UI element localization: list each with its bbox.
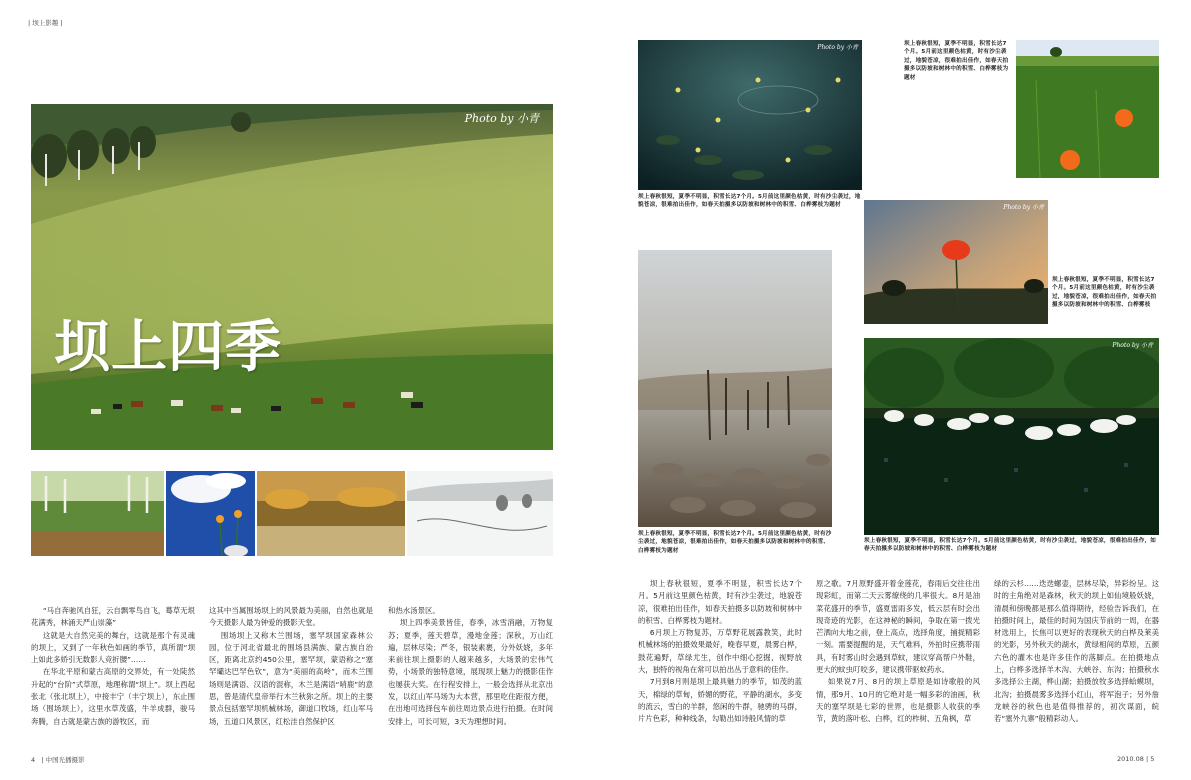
left-body-col-3 — [388, 605, 553, 728]
left-footer — [31, 755, 85, 764]
lotus-watermark: Photo by 小青 — [817, 44, 858, 51]
paragraph: 这其中当属围场坝上的风景最为美丽，自然也就是今天摄影人最为钟爱的摄影天堂。 — [209, 606, 373, 628]
thumb-birch-meadow-photo — [31, 471, 164, 556]
red-flower-watermark: Photo by 小青 — [1003, 204, 1044, 211]
page-title: 坝上四季 — [54, 315, 282, 380]
sheep-mist-photo — [638, 250, 832, 527]
paragraph: 和热水汤景区。 — [388, 606, 440, 615]
paragraph: 如果说7月、8月的坝上草原是如诗歌般的风情，那9月、10月的它绝对是一幅多彩的油画，秋天的塞罕坝是七彩的世界，也是摄影人收获的季节，黄的落叶松、白桦，红的柞树、五角枫，草 — [816, 677, 980, 724]
orange-flowers-photo — [1016, 40, 1159, 178]
magazine-name: | 中国光播摄影 — [41, 756, 85, 764]
ducks-pond-photo — [864, 338, 1159, 535]
page-number: 4 — [31, 756, 36, 764]
thumb-autumn-forest-photo — [257, 471, 405, 556]
hero-grassland-photo — [31, 104, 553, 450]
section-tag: | 坝上影趣 | — [28, 19, 63, 27]
paragraph: 原之歌。7月原野盛开着金莲花，春雨后交往往出现彩虹，而第二天云雾缭绕的几率很大。8月是油菜花盛开的季节，盛夏雷雨多发，低云层有时会出现奇迹的光影，在这神秘的瞬间，争取在第一拨光芒洒向大地之前，登上高点，选择角度，捕捉精彩一刻。需要提醒的是，天气难料，外拍时应携带雨具，有时雾山时会遇到草蚊，建议穿高帮户外鞋，更大的蚊虫叮咬多，建议携带驱蚊药水。 — [816, 579, 980, 675]
paragraph: 7月到8月则是坝上最具魅力的季节，如茂的蓝天，棉绿的草甸，娇媚的野花，平静的湖水，多变的流云，雪白的羊群，悠闲的牛群，驰骋的马群，片片色彩，种种线条，勾勒出如诗般风情的草 — [638, 677, 802, 724]
page-number: | 5 — [1145, 755, 1155, 763]
paragraph: “马自奔驰风自狂，云自飘零鸟自飞，蓦草无垠花满秀，林涌天严山崇藻” — [31, 606, 195, 628]
paragraph: 6月坝上万物复苏，万草野花展露教笑，此时机械林场的拍摄效果最好，晚春早夏，晨雾白桦，鼓花遍野，草绿尤生，创作中细心挖掘，视野放大，独特的视角在常可以拍出丛于意料的佳作。 — [638, 628, 802, 675]
paragraph: 这就是大自然完美的舞台，这就是那个有灵魂的坝上，又到了一年秋色如画的季节，真所谓“坝上如此多娇引无数影人竞折腰”…… — [31, 630, 195, 665]
paragraph: 坝上春秋很短，夏季不明显，积雪长达7个月。5月前这里颜色枯黄，时有沙尘袭过，地貌苍凉，很难拍出佳作，如春天拍摄多以防坡和树林中的积雪、白桦雾枝为题材。 — [638, 579, 802, 625]
paragraph: 围场坝上又称木兰围场，塞罕坝国家森林公园，位于河北省最北的围场县满族、蒙古族自治区，距离北京约450公里，塞罕坝，蒙语称之“塞罕壩达巴罕色钦”，意为“美丽的高岭”，而木兰围场则是满语、汉语的混称，木兰是满语“哨鹿”的意思，曾是清代皇帝举行木兰秋狝之所。坝上的主要景点包括塞罕坝机械林场，御道口牧场，红山军马场，五道口风景区，红松洼自然保护区 — [209, 630, 373, 726]
paragraph: 在华北平原和蒙古高原的交界处，有一处陡然升起的“台阶”式草原，地理称谓“坝上”。坝上西起张北（张北坝上），中接丰宁（丰宁坝上），东止围场（围场坝上），这里水草茂盛，牛羊成群，骏马奔腾，自古就是蒙古族的游牧区，而 — [31, 667, 195, 726]
left-body-col-2 — [209, 605, 373, 728]
paragraph: 绿的云杉……迭迭螺壶，层林尽染，异彩纷呈。这时的主角绝对是森林，秋天的坝上如仙境般妖娆，清晨和傍晚都是那么值得期待，经验告诉我们，在拍摄时间上，最佳的时间为国庆节前的一周，在器材选用上，长焦可以更好的表现秋天的白桦及莱美的光影，另外秋天的湖水，黄绿相间的草原，五颜六色的灌木也是许多佳作的落脚点。在拍摄地点上，白桦多选择羊木沟、大峡谷、东沟；拍摄秋水多选择公主湖，桦山湖；拍摄放牧多选择蛤蟆坝，北沟；拍摄晨雾多选择小红山，将军泡子；另外詹龙峡谷的秋色也是值得推荐的，初次谋面，皖若“塞外九寨”般精彩动人。 — [994, 579, 1159, 724]
sheep-caption: 坝上春秋很短，夏季不明显，积雪长达7个月。5月前这里颜色枯黄，时有沙尘袭过，地貌苍凉，很难拍出佳作，如春天拍摄多以防坡和树林中的积雪、白桦雾枝为题材 — [638, 531, 832, 554]
left-body-col-1 — [31, 605, 195, 728]
lotus-pond-photo — [638, 40, 862, 190]
right-body-col-1 — [638, 578, 802, 726]
issue-date: 2010.08 — [1117, 755, 1144, 763]
paragraph: 坝上四季美景皆佳，春季，冰雪消融，万物复苏；夏季，莲天碧草，漫地金莲；深秋，万山红遍，层林尽染；严冬，银装素裹，分外妖娆，多年来前往坝上摄影的人越来越多，大场景的宏伟气势，小场景的独特意境，展现坝上魅力的摄影佳作也屡获大奖。在行程安排上，一般会选择从北京出发，以红山军马场为大本营，那里吃住距很方便，在出地可选择包车前往周边景点进行拍摄。在时间安排上，可长可短，3天为理想时间。 — [388, 618, 553, 726]
ducks-watermark: Photo by 小青 — [1112, 342, 1153, 349]
right-body-col-2 — [816, 578, 980, 726]
thumb-blue-sky-flowers-photo — [166, 471, 255, 556]
red-flower-caption: 坝上春秋很短，夏季不明显，积雪长达7个月。5月前这里颜色枯黄，时有沙尘袭过，地貌苍凉，很难拍出佳作，如春天拍摄多以防坡和树林中的积雪、白桦雾枝 — [1052, 277, 1157, 309]
orange-flowers-caption: 坝上春秋很短，夏季不明显，积雪长达7个月。5月前这里颜色枯黄，时有沙尘袭过，地貌苍凉，很难拍出佳作，如春天拍摄多以防坡和树林中的积雪、白桦雾枝为题材 — [904, 41, 1009, 81]
hero-watermark: Photo by 小青 — [464, 112, 539, 125]
right-footer — [1117, 755, 1154, 763]
right-body-col-3 — [994, 578, 1159, 726]
lotus-caption: 坝上春秋很短，夏季不明显，积雪长达7个月。5月前这里颜色枯黄，时有沙尘袭过，地貌苍凉，很难拍出佳作，如春天拍摄多以防坡和树林中的积雪、白桦雾枝为题材 — [638, 194, 861, 209]
red-flower-photo — [864, 200, 1048, 324]
thumb-snow-landscape-photo — [407, 471, 553, 556]
ducks-caption: 坝上春秋很短，夏季不明显，积雪长达7个月。5月前这里颜色枯黄，时有沙尘袭过，地貌苍凉，很难拍出佳作，如春天拍摄多以防坡和树林中的积雪、白桦雾枝为题材 — [864, 538, 1157, 553]
